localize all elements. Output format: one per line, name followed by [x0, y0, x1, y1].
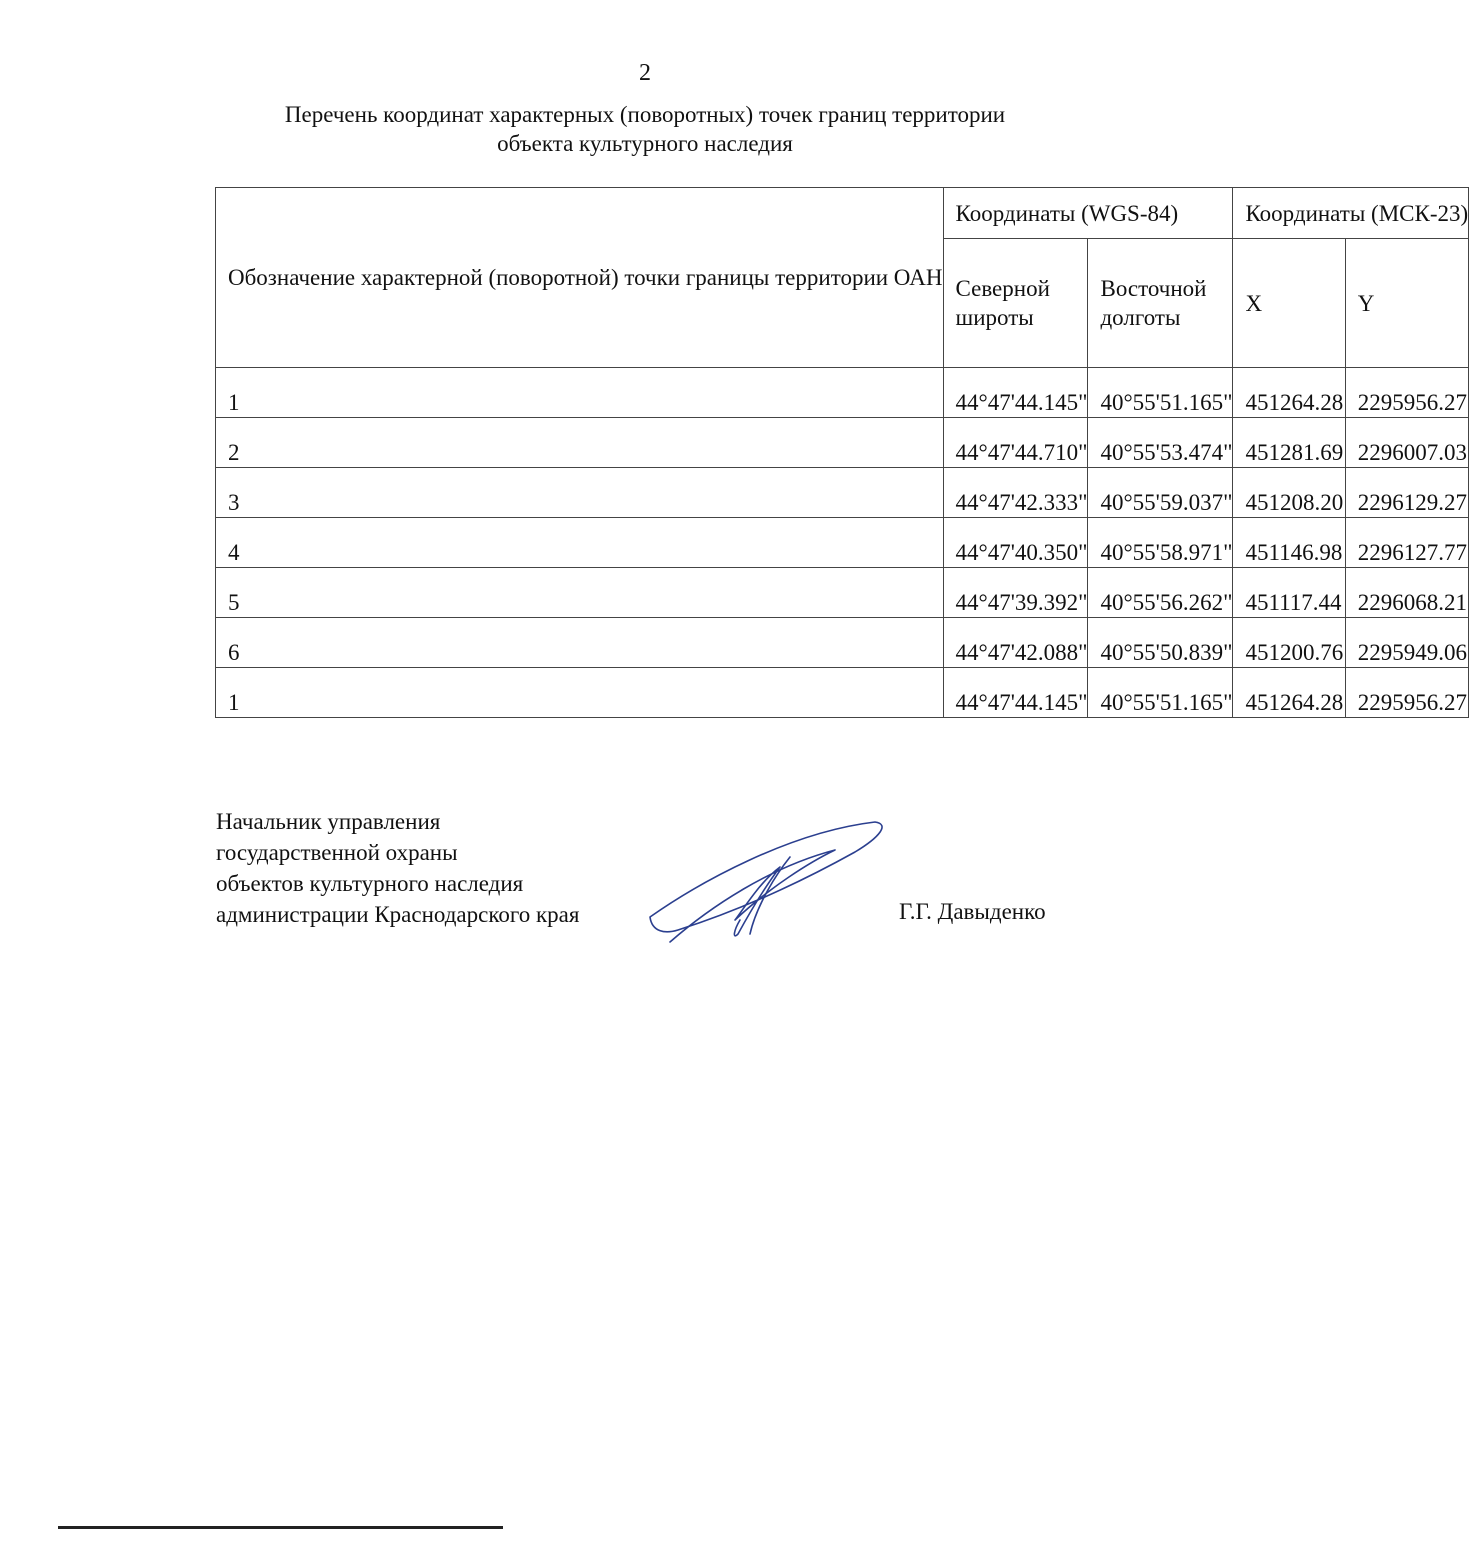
cell-y: 2295956.27 [1345, 668, 1468, 718]
table-row [216, 568, 1469, 618]
header-x: X [1233, 239, 1345, 368]
cell-point: 6 [216, 618, 944, 668]
title-line-2: объекта культурного наследия [497, 131, 793, 156]
position-line-1: Начальник управления [216, 809, 441, 834]
handwritten-signature [640, 812, 900, 952]
position-line-4: администрации Краснодарского края [216, 902, 580, 927]
cell-longitude: 40°55'51.165" [1088, 368, 1233, 418]
header-y: Y [1345, 239, 1468, 368]
header-msk23-group: Координаты (МСК-23) [1233, 188, 1469, 239]
signer-name: Г.Г. Давыденко [899, 899, 1046, 924]
cell-point: 1 [216, 368, 944, 418]
table-row [216, 618, 1469, 668]
cell-y: 2295956.27 [1345, 368, 1468, 418]
table-row [216, 518, 1469, 568]
cell-longitude: 40°55'59.037" [1088, 468, 1233, 518]
coordinates-table [215, 187, 1469, 718]
cell-x: 451146.98 [1233, 518, 1345, 568]
position-line-2: государственной охраны [216, 840, 458, 865]
header-latitude: Северной широты [943, 239, 1088, 368]
cell-latitude: 44°47'44.145" [943, 368, 1088, 418]
position-line-3: объектов культурного наследия [216, 871, 524, 896]
cell-latitude: 44°47'44.145" [943, 668, 1088, 718]
cell-longitude: 40°55'53.474" [1088, 418, 1233, 468]
cell-x: 451117.44 [1233, 568, 1345, 618]
header-point-designation: Обозначение характерной (поворотной) точки границы территории ОАН [216, 188, 944, 368]
cell-latitude: 44°47'39.392" [943, 568, 1088, 618]
cell-x: 451264.28 [1233, 668, 1345, 718]
cell-y: 2296007.03 [1345, 418, 1468, 468]
title-line-1: Перечень координат характерных (поворотных) точек границ территории [284, 102, 1006, 127]
cell-latitude: 44°47'42.088" [943, 618, 1088, 668]
cell-x: 451281.69 [1233, 418, 1345, 468]
cell-x: 451200.76 [1233, 618, 1345, 668]
cell-point: 1 [216, 668, 944, 718]
cell-y: 2296127.77 [1345, 518, 1468, 568]
header-wgs84-group: Координаты (WGS-84) [943, 188, 1233, 239]
cell-longitude: 40°55'56.262" [1088, 568, 1233, 618]
cell-latitude: 44°47'42.333" [943, 468, 1088, 518]
table-row [216, 668, 1469, 718]
table-header-row [216, 188, 1469, 239]
table-row [216, 368, 1469, 418]
cell-point: 2 [216, 418, 944, 468]
signature-strokes [650, 822, 882, 942]
table-row [216, 418, 1469, 468]
footer-divider [58, 1526, 503, 1529]
cell-x: 451264.28 [1233, 368, 1345, 418]
header-longitude: Восточной долготы [1088, 239, 1233, 368]
signatory-position [216, 806, 579, 930]
table-row [216, 468, 1469, 518]
cell-latitude: 44°47'40.350" [943, 518, 1088, 568]
cell-y: 2296068.21 [1345, 568, 1468, 618]
cell-point: 4 [216, 518, 944, 568]
cell-x: 451208.20 [1233, 468, 1345, 518]
cell-y: 2296129.27 [1345, 468, 1468, 518]
cell-y: 2295949.06 [1345, 618, 1468, 668]
page-number: 2 [639, 60, 651, 86]
cell-point: 5 [216, 568, 944, 618]
cell-longitude: 40°55'51.165" [1088, 668, 1233, 718]
document-title [0, 100, 1290, 158]
cell-latitude: 44°47'44.710" [943, 418, 1088, 468]
cell-longitude: 40°55'50.839" [1088, 618, 1233, 668]
cell-longitude: 40°55'58.971" [1088, 518, 1233, 568]
cell-point: 3 [216, 468, 944, 518]
